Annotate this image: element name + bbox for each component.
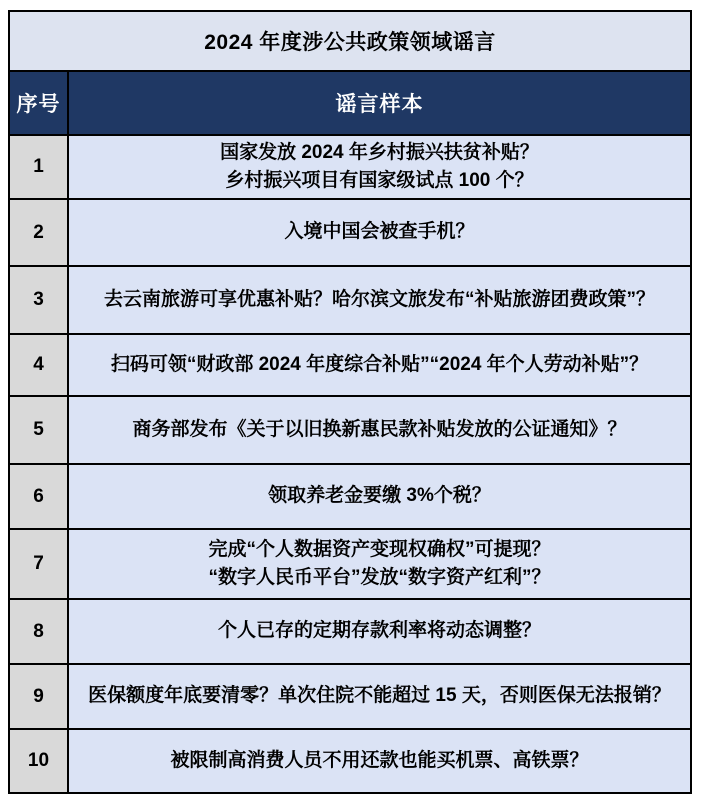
row-index: 6 xyxy=(9,464,68,529)
row-index: 2 xyxy=(9,199,68,266)
table-row xyxy=(9,266,691,334)
rumor-table xyxy=(8,10,692,794)
rumor-cell xyxy=(68,729,691,793)
rumor-cell xyxy=(68,199,691,266)
rumor-cell xyxy=(68,396,691,464)
column-header-sample: 谣言样本 xyxy=(68,71,691,135)
rumor-line: 国家发放 2024 年乡村振兴扶贫补贴？ xyxy=(220,141,539,163)
rumor-line: 乡村振兴项目有国家级试点 100 个？ xyxy=(225,170,534,191)
header-row xyxy=(9,71,691,135)
rumor-line: 去云南旅游可享优惠补贴？哈尔滨文旅发布“补贴旅游团费政策”？ xyxy=(103,288,655,310)
rumor-cell xyxy=(68,529,691,599)
table-row xyxy=(9,135,691,199)
rumor-cell xyxy=(68,664,691,729)
table-row xyxy=(9,464,691,529)
title-row xyxy=(9,11,691,71)
table-row xyxy=(9,334,691,396)
row-index: 1 xyxy=(9,135,68,199)
rumor-line: 扫码可领“财政部 2024 年度综合补贴”“2024 年个人劳动补贴”？ xyxy=(110,353,649,375)
table-row xyxy=(9,729,691,793)
rumor-cell xyxy=(68,464,691,529)
table-row xyxy=(9,529,691,599)
rumor-line: 被限制高消费人员不用还款也能买机票、高铁票？ xyxy=(170,749,589,771)
row-index: 8 xyxy=(9,599,68,664)
row-index: 10 xyxy=(9,729,68,793)
row-index: 4 xyxy=(9,334,68,396)
rumor-line: 完成“个人数据资产变现权确权”可提现？ xyxy=(208,538,551,560)
table-row xyxy=(9,199,691,266)
rumor-line: 入境中国会被查手机？ xyxy=(284,221,475,243)
column-header-index: 序号 xyxy=(9,71,68,135)
rumor-cell xyxy=(68,266,691,334)
row-index: 7 xyxy=(9,529,68,599)
rumor-cell xyxy=(68,135,691,199)
rumor-line: “数字人民币平台”发放“数字资产红利”？ xyxy=(208,567,551,588)
rumor-line: 商务部发布《关于以旧换新惠民款补贴发放的公证通知》？ xyxy=(132,418,627,440)
rumor-cell xyxy=(68,334,691,396)
table-row xyxy=(9,599,691,664)
table-row xyxy=(9,396,691,464)
table-row xyxy=(9,664,691,729)
rumor-line: 领取养老金要缴 3%个税？ xyxy=(268,485,491,507)
page-title: 2024 年度涉公共政策领域谣言 xyxy=(9,11,691,71)
rumor-cell xyxy=(68,599,691,664)
rumor-line: 医保额度年底要清零？单次住院不能超过 15 天，否则医保无法报销？ xyxy=(88,685,671,707)
row-index: 5 xyxy=(9,396,68,464)
row-index: 3 xyxy=(9,266,68,334)
row-index: 9 xyxy=(9,664,68,729)
rumor-line: 个人已存的定期存款利率将动态调整？ xyxy=(217,620,541,642)
